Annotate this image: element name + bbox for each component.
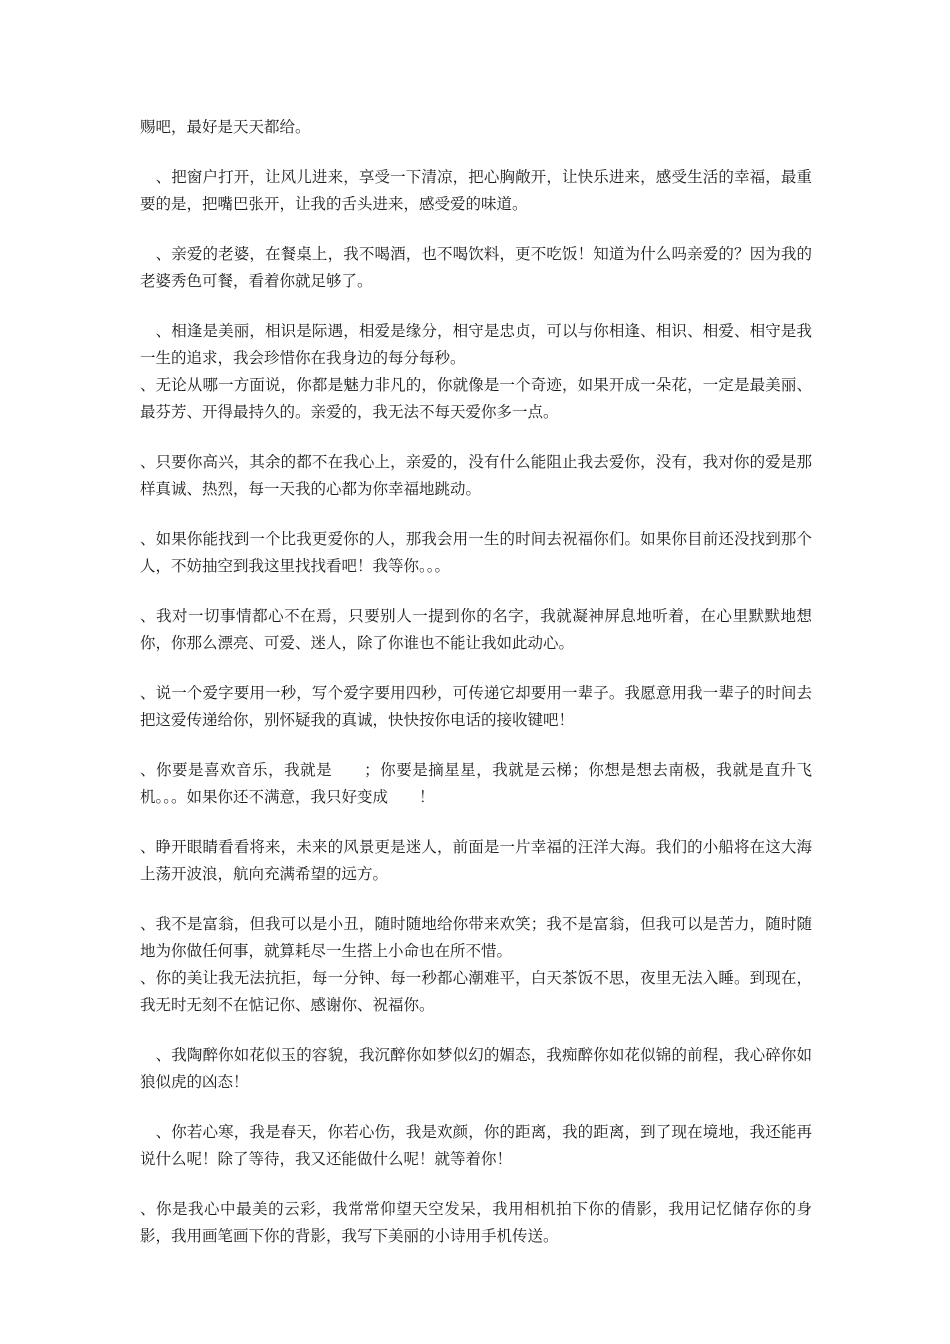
paragraph-12: 、我不是富翁，但我可以是小丑，随时随地给你带来欢笑；我不是富翁，但我可以是苦力，随时随地为你做任何事，就算耗尽一生搭上小命也在所不惜。 [140,915,812,960]
paragraph-13: 、你的美让我无法抗拒，每一分钟、每一秒都心潮难平，白天茶饭不思，夜里无法入睡。到现在，我无时无刻不在惦记你、感谢你、祝福你。 [140,969,812,1014]
paragraph-4: 、相逢是美丽，相识是际遇，相爱是缘分，相守是忠贞，可以与你相逢、相识、相爱、相守是我一生的追求，我会珍惜你在我身边的每分每秒。 [140,322,812,367]
paragraph-16: 、你是我心中最美的云彩，我常常仰望天空发呆，我用相机拍下你的倩影，我用记忆储存你的身影，我用画笔画下你的背影，我写下美丽的小诗用手机传送。 [140,1200,812,1245]
paragraph-15: 、你若心寒，我是春天，你若心伤，我是欢颜，你的距离，我的距离，到了现在境地，我还能再说什么呢！除了等待，我又还能做什么呢！就等着你！ [140,1123,812,1168]
paragraph-6: 、只要你高兴，其余的都不在我心上，亲爱的，没有什么能阻止我去爱你，没有，我对你的爱是那样真诚、热烈，每一天我的心都为你幸福地跳动。 [140,453,812,498]
paragraph-1: 赐吧，最好是天天都给。 [140,118,311,136]
document-body [140,114,812,1250]
paragraph-5: 、无论从哪一方面说，你都是魅力非凡的，你就像是一个奇迹，如果开成一朵花，一定是最美丽、最芬芳、开得最持久的。亲爱的，我无法不每天爱你多一点。 [140,376,812,421]
paragraph-14: 、我陶醉你如花似玉的容貌，我沉醉你如梦似幻的媚态，我痴醉你如花似锦的前程，我心碎你如狼似虎的凶态！ [140,1046,812,1091]
paragraph-8: 、我对一切事情都心不在焉，只要别人一提到你的名字，我就凝神屏息地听着，在心里默默地想你，你那么漂亮、可爱、迷人，除了你谁也不能让我如此动心。 [140,607,812,652]
paragraph-10: 、你要是喜欢音乐，我就是 ；你要是摘星星，我就是云梯；你想是想去南极，我就是直升飞机。。。如果你还不满意，我只好变成 ！ [140,761,812,806]
paragraph-2: 、把窗户打开，让风儿进来，享受一下清凉，把心胸敞开，让快乐进来，感受生活的幸福，最重要的是，把嘴巴张开，让我的舌头进来，感受爱的味道。 [140,168,812,213]
paragraph-7: 、如果你能找到一个比我更爱你的人，那我会用一生的时间去祝福你们。如果你目前还没找到那个人，不妨抽空到我这里找找看吧！我等你。。。 [140,530,812,575]
paragraph-9: 、说一个爱字要用一秒，写个爱字要用四秒，可传递它却要用一辈子。我愿意用我一辈子的时间去把这爱传递给你，别怀疑我的真诚，快快按你电话的接收键吧！ [140,684,812,729]
paragraph-3: 、亲爱的老婆，在餐桌上，我不喝酒，也不喝饮料，更不吃饭！知道为什么吗亲爱的？因为我的老婆秀色可餐，看着你就足够了。 [140,245,812,290]
paragraph-11: 、睁开眼睛看看将来，未来的风景更是迷人，前面是一片幸福的汪洋大海。我们的小船将在这大海上荡开波浪，航向充满希望的远方。 [140,838,812,883]
